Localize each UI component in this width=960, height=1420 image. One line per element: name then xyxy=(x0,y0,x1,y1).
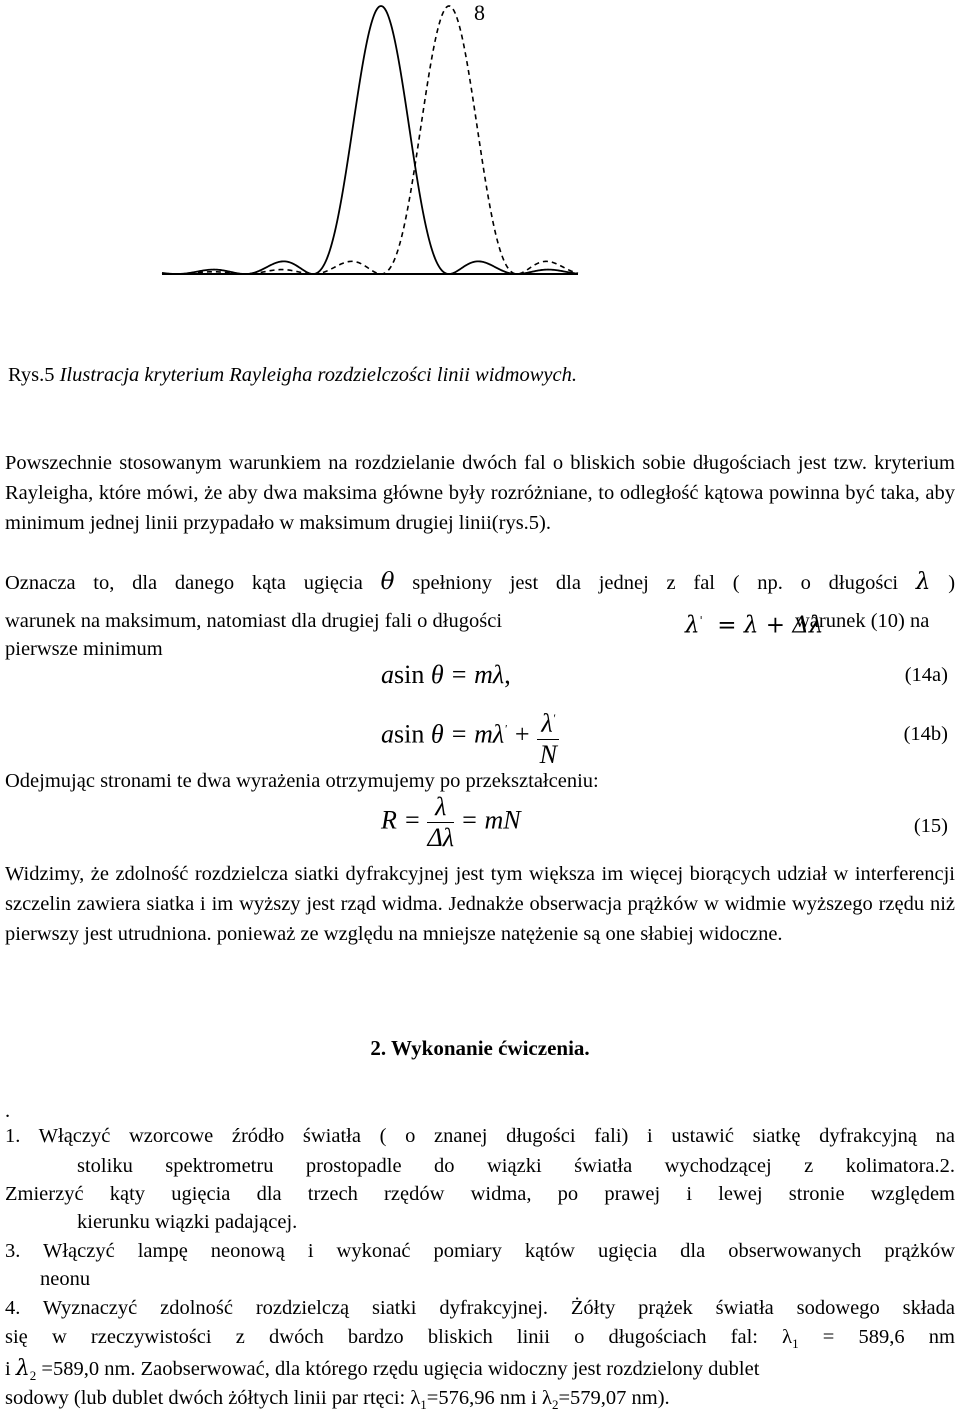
step-2-line1: Zmierzyć kąty ugięcia dla trzech rzędów widma, po prawej i lewej stronie względem xyxy=(5,1183,955,1205)
step-1-line1: 1. Włączyć wzorcowe źródło światła ( o znanej długości fali) i ustawić siatkę dyfrakcyjną na xyxy=(5,1125,955,1147)
paragraph-rayleigh: Powszechnie stosowanym warunkiem na rozdzielanie dwóch fal o bliskich sobie długościach jest tzw. kryterium Rayleigha, które mówi, że aby dwa maksima główne były rozróżniane, to odległość kątowa powinna być taka, aby minimum jednej linii przypadało w maksimum drugiej linii(rys.5). xyxy=(5,452,955,534)
step-4-line3: i $\lambda_2 =589,0$ nm. Zaobserwować, dla którego rzędu ugięcia widoczny jest rozdzielony dublet xyxy=(5,1356,760,1384)
dashed-intensity-curve xyxy=(162,6,578,274)
step-3-line2: neonu xyxy=(40,1268,91,1290)
equation-14b: asin θ = mλ' + $\frac{\lambda'}{N}$ xyxy=(381,703,559,770)
step-2-line2: kierunku wiązki padającej. xyxy=(77,1211,298,1233)
equation-15: R = $\frac{\lambda}{\Delta\lambda}$ = mN xyxy=(381,792,521,852)
step-4-line1: 4. Wyznaczyć zdolność rozdzielczą siatki dyfrakcyjnej. Żółty prążek światła sodowego składa xyxy=(5,1297,955,1319)
equation-14a: asin θ = mλ, xyxy=(381,660,511,689)
equation-14a-number: (14a) xyxy=(904,664,948,686)
equation-15-number: (15) xyxy=(913,815,948,837)
step-3-line1: 3. Włączyć lampę neonową i wykonać pomiary kątów ugięcia dla obserwowanych prążków xyxy=(5,1240,955,1262)
step-4-line4: sodowy (lub dublet dwóch żółtych linii par rtęci: $\lambda_1=576,96$ nm i $\lambda_2=579,07$ nm). xyxy=(5,1387,670,1413)
step-4-line2: się w rzeczywistości z dwóch bardzo bliskich linii o długościach fal: $\lambda_1 = 589,6$ nm xyxy=(5,1326,955,1352)
page-number: 8 xyxy=(474,0,485,25)
equation-14b-number: (14b) xyxy=(903,723,948,745)
paragraph-condition-line1: Oznacza to, dla danego kąta ugięcia θ spełniony jest dla jednej z fal ( np. o długości λ ) xyxy=(5,569,956,595)
paragraph-condition-line2: warunek na maksimum, natomiast dla drugiej fali o długości λ' = λ + Δλ warunek (10) na xyxy=(5,610,930,639)
step-1-line2: stoliku spektrometru prostopadle do wiązki światła wychodzącej z kolimatora.2. xyxy=(77,1155,955,1177)
stray-dot: . xyxy=(5,1100,11,1122)
figure-caption: Rys.5 Ilustracja kryterium Rayleigha rozdzielczości linii widmowych. xyxy=(8,364,577,386)
paragraph-condition-line3: pierwsze minimum xyxy=(5,638,163,660)
section-title: 2. Wykonanie ćwiczenia. xyxy=(370,1036,590,1060)
paragraph-resolution: Widzimy, że zdolność rozdzielcza siatki dyfrakcyjnej jest tym większa im więcej biorących udział w interferencji szczelin zawiera siatka i im wyższy jest rząd widma. Jednakże obserwacja prążków w widmie wyższego rzędu niż pierwszy jest utrudniona. ponieważ ze względu na mniejsze natężenie są one słabiej widoczne. xyxy=(5,863,955,945)
paragraph-subtract: Odejmując stronami te dwa wyrażenia otrzymujemy po przekształceniu: xyxy=(5,770,599,792)
solid-intensity-curve xyxy=(162,6,578,274)
rayleigh-figure xyxy=(160,0,580,290)
